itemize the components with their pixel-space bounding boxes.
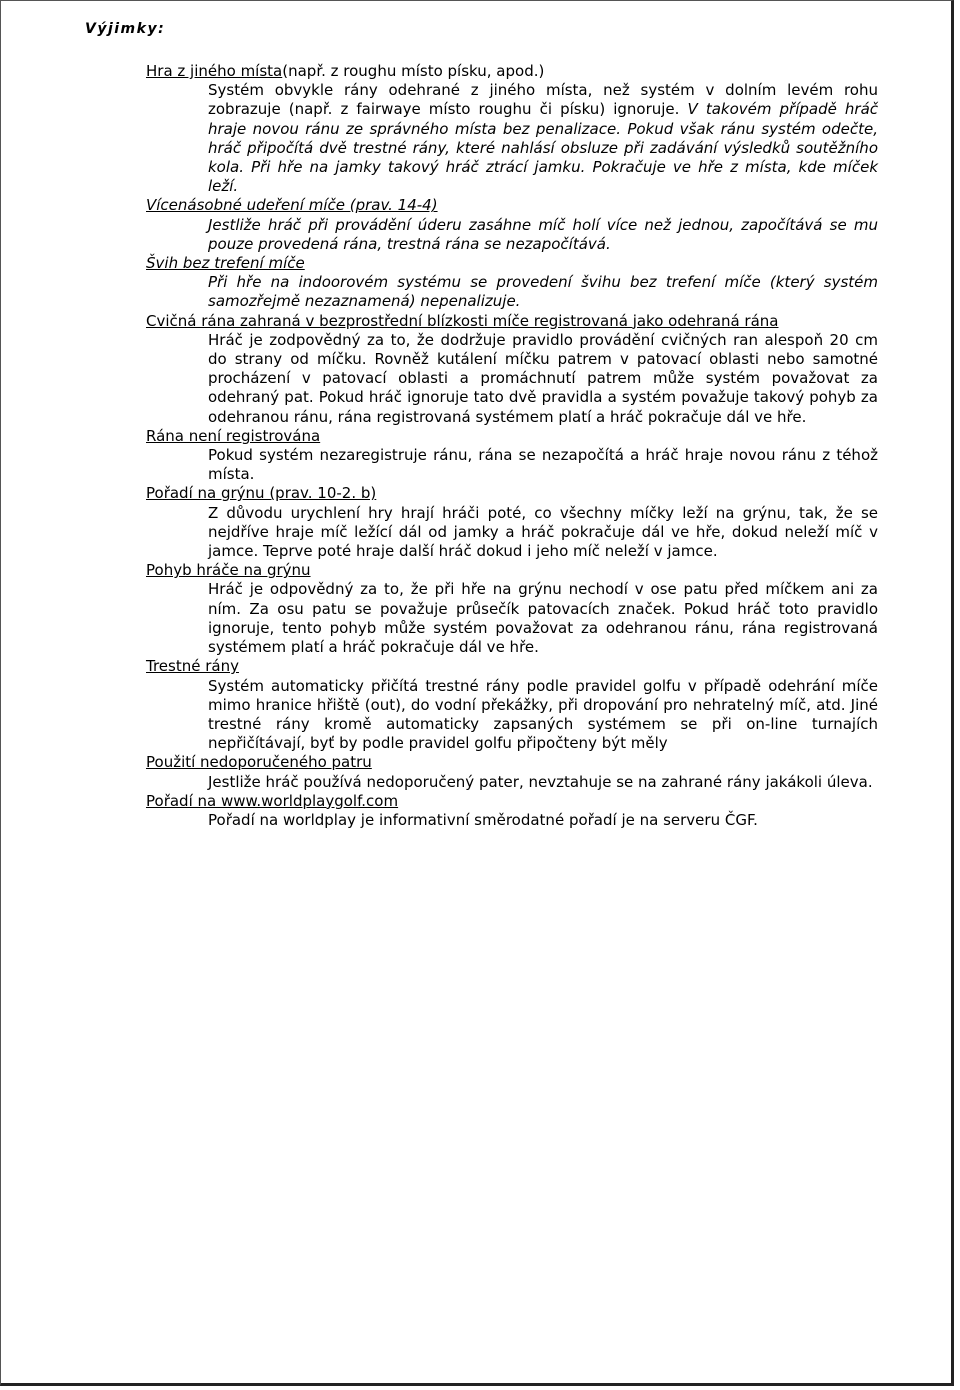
item-body: Hráč je zodpovědný za to, že dodržuje pravidlo provádění cvičných ran alespoň 20 cm do strany od míčku. Rovněž kutálení míčku patrem v patovací oblasti nebo samotné procházení v patovací oblasti a promáchnutí patrem může systém považovat za odehraný pat. Pokud hráč ignoruje tato dvě pravidla a systém považuje takový pohyb za odehranou ránu, rána registrovaná systémem platí a hráč pokračuje dál ve hře.: [208, 330, 878, 426]
list-item-pohyb-hrace-na-grynu: [146, 561, 878, 657]
item-body: Pokud systém nezaregistruje ránu, rána se nezapočítá a hráč hraje novou ránu z téhož místa.: [208, 446, 878, 484]
list-item-trestne-rany: [146, 657, 878, 753]
item-title: Použití nedoporučeného patru: [146, 753, 372, 772]
list-item-poradi-worldplaygolf: [146, 792, 878, 830]
item-body: Pořadí na worldplay je informativní směrodatné pořadí je na serveru ČGF.: [208, 810, 758, 829]
exceptions-list: [146, 62, 878, 830]
item-body: Jestliže hráč používá nedoporučený pater, nevztahuje se na zahrané rány jakákoli úleva.: [208, 772, 873, 791]
item-title-link: Hra z jiného místa: [146, 62, 283, 80]
page-heading: Výjimky:: [85, 21, 166, 37]
item-title: Trestné rány: [146, 657, 239, 676]
item-title: Pohyb hráče na grýnu: [146, 561, 311, 580]
list-item-rana-neni-registrovana: [146, 427, 878, 485]
item-title: Vícenásobné udeření míče (prav. 14-4): [146, 196, 438, 215]
item-title: Cvičná rána zahraná v bezprostřední blízkosti míče registrovaná jako odehraná rána: [146, 311, 779, 330]
list-item-hra-z-jineho-mista: [146, 62, 878, 196]
list-item-cvicna-rana: [146, 312, 878, 427]
item-body-part: Systém obvykle rány odehrané z jiného místa, než systém v dolním levém rohu zobrazuje (např. z fairwaye místo roughu či písku) ignoruje.: [208, 81, 878, 119]
item-body: Systém automaticky přičítá trestné rány podle pravidel golfu v případě odehrání míče mimo hranice hřiště (out), do vodní překážky, při dropování pro nehratelný míč, atd. Jiné trestné rány kromě automaticky zapsaných systémem se při on-line turnajích nepřičítávají, byť by podle pravidel golfu připočteny být měly: [208, 676, 878, 753]
item-body: Jestliže hráč při provádění úderu zasáhne míč holí více než jednou, započítává se mu pouze provedená rána, trestná rána se nezapočítává.: [208, 215, 878, 253]
item-title: Rána není registrována: [146, 426, 321, 445]
item-body: Hráč je odpovědný za to, že při hře na grýnu nechodí v ose patu před míčkem ani za ním. Za osu patu se považuje průsečík patovacích značek. Pokud hráč toto pravidlo ignoruje, tento pohyb může systém považovat za odehranou ránu, rána registrovaná systémem platí a hráč pokračuje dál ve hře.: [208, 580, 878, 657]
item-body: Z důvodu urychlení hry hrají hráči poté, co všechny míčky leží na grýnu, tak, že se nejdříve hraje míč ležící dál od jamky a hráč pokračuje dál ve hře, dokud neleží míč v jamce. Teprve poté hraje další hráč dokud i jeho míč neleží v jamce.: [208, 503, 878, 561]
item-body: Při hře na indoorovém systému se provedení švihu bez trefení míče (který systém samozřejmě nezaznamená) nepenalizuje.: [208, 273, 878, 311]
item-title: [146, 62, 878, 81]
item-body: [208, 81, 878, 196]
list-item-vicenasobne-udereni: [146, 196, 878, 254]
item-title: Pořadí na grýnu (prav. 10-2. b): [146, 484, 377, 503]
list-item-pouziti-nedoporuceneho-patru: [146, 753, 878, 791]
item-body-part-italic: V takovém případě hráč hraje novou ránu ze správného místa bez penalizace. Pokud však ránu systém odečte, hráč připočítá dvě trestné rány, které nahlásí obsluze při zadávání výsledků soutěžního kola. Při hře na jamky takový hráč ztrácí jamku. Pokračuje ve hře z místa, kde míček leží.: [208, 100, 879, 196]
item-title: Švih bez trefení míče: [146, 254, 305, 273]
item-title: Pořadí na www.worldplaygolf.com: [146, 791, 399, 810]
item-title-rest: (např. z roughu místo písku, apod.): [282, 62, 545, 80]
list-item-svih-bez-trefeni: [146, 254, 878, 312]
list-item-poradi-na-grynu: [146, 484, 878, 561]
